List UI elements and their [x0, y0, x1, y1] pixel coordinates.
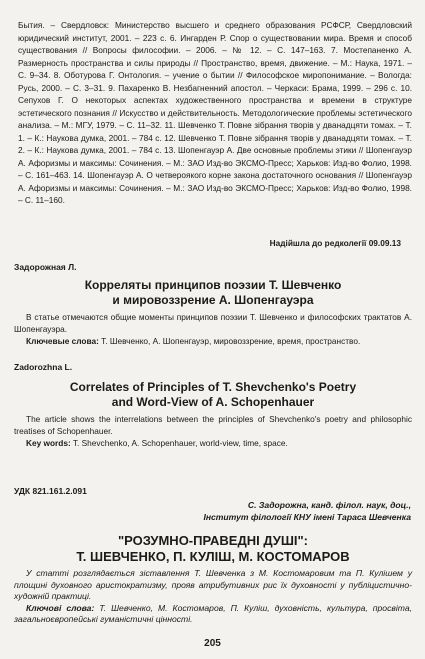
keywords-ru-text: Т. Шевченко, А. Шопенгауэр, мировоззрение, время, пространство.: [98, 336, 361, 346]
keywords-ru-label: Ключевые слова:: [26, 336, 99, 346]
references-list: Бытия. – Свердловск: Министерство высшего и среднего образования РСФСР, Свердловский юридический институт, 2001. – 223 с. 6. Ингарден Р. Спор о существовании мира. Время и способ существования // Вопросы философии. – 2006. – № 12. – С. 147–163. 7. Мостепаненко А. Размерность пространства и силы природы // Пространство, время, движение. – М.: Наука, 1971. – С. 9–34. 8. Оботурова Г. Онтология. – учение о бытии // Философское миропонимание. – Вологда: Русь, 2000. – С. 3–31. 9. Пахаренко В. Незбагненний апостол. – Черкаси: Брама, 1999. – 296 с. 10. Сепухов Г. О некоторых аспектах художественного пространства и времени в структуре эстетического познания // Искусство и действительность. Методологические проблемы эстетического анализа. – М.: МГУ, 1979. – С. 11–32. 11. Шевченко Т. Повне зібрання творів у дванадцяти томах. – Т. 1. – К.: Наукова думка, 2001. – 784 с. 12. Шевченко Т. Повне зібрання творів у дванадцяти томах. – Т. 2. – К.: Наукова думка, 2001. – 784 с. 13. Шопенгауэр А. Две основные проблемы этики // Шопенгауэр А. Афоризмы и максимы: Сочинения. – М.: ЗАО Изд-во ЭКСМО-Пресс; Харьков: Изд-во Фолио, 1998. – С. 161–463. 14. Шопенгауэр А. О четвероякого корне закона достаточного основания // Шопенгауэр А. Афоризмы и максимы: Сочинения. – М.: ЗАО Изд-во ЭКСМО-Пресс; Харьков: Изд-во Фолио, 1998. – С. 11–160.: [18, 20, 412, 205]
keywords-en: [14, 437, 412, 449]
title-ru-line2: и мировоззрение А. Шопенгауэра: [112, 293, 314, 307]
author-en: Zadorozhna L.: [14, 362, 73, 372]
abstract-ua-text: У статті розглядається зіставлення Т. Шевченка з М. Костомаровим та П. Кулішем у площині духовного аристократизму, прояв атрибутивних рис їх духовності у публіцистично-художній практиці.: [14, 568, 412, 601]
abstract-ru-text: В статье отмечаются общие моменты принципов поэзии Т. Шевченко и философских трактатов А. Шопенгауэра.: [14, 312, 412, 334]
author-ru: Задорожная Л.: [14, 262, 77, 272]
abstract-ru: [14, 311, 412, 347]
title-ua-line1: "РОЗУМНО-ПРАВЕДНІ ДУШІ":: [117, 533, 309, 548]
keywords-en-label: Key words:: [26, 438, 71, 448]
abstract-ua: [14, 568, 412, 626]
abstract-en: [14, 413, 412, 449]
received-date: Надійшла до редколегії 09.09.13: [269, 238, 401, 248]
keywords-en-text: T. Shevchenko, A. Schopenhauer, world-view, time, space.: [70, 438, 288, 448]
keywords-ua-text: Т. Шевченко, М. Костомаров, П. Куліш, духовність, культура, просвіта, загальноєвропейські гуманістичні цінності.: [14, 602, 412, 624]
title-en-line1: Correlates of Principles of T. Shevchenko's Poetry: [69, 380, 357, 394]
affiliation-institute: Інститут філології КНУ імені Тараса Шевченка: [203, 512, 411, 522]
affiliation-author: С. Задорожна, канд. філол. наук, доц.,: [247, 500, 411, 510]
title-ru-line1: Корреляты принципов поэзии Т. Шевченко: [84, 278, 342, 292]
udk-code: УДК 821.161.2.091: [14, 486, 87, 496]
affiliation: [203, 499, 411, 523]
keywords-ua-label: Ключові слова:: [26, 602, 95, 613]
title-en: [14, 380, 412, 410]
abstract-en-text: The article shows the interrelations between the principles of Shevchenko's poetry and philosophic treatises of Schopenhauer.: [14, 414, 412, 436]
title-ru: [14, 278, 412, 308]
page-number: 205: [204, 638, 221, 649]
title-ua: [14, 533, 412, 565]
keywords-ua: [14, 603, 412, 626]
title-en-line2: and Word-View of A. Schopenhauer: [111, 395, 315, 409]
title-ua-line2: Т. ШЕВЧЕНКО, П. КУЛІШ, М. КОСТОМАРОВ: [76, 549, 350, 564]
keywords-ru: [14, 335, 412, 347]
